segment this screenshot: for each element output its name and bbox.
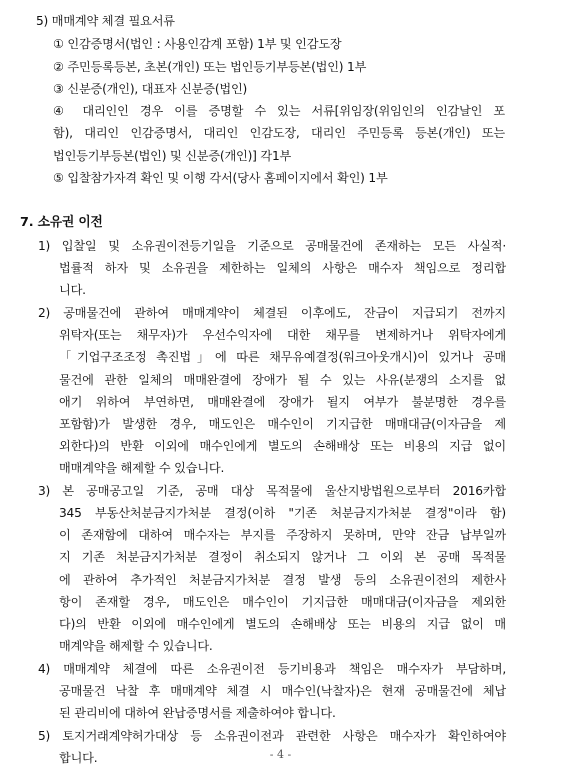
p4-line-1: 4) 매매계약 체결에 따른 소유권이전 등기비용과 책임은 매수자가 부담하며, — [38, 662, 506, 676]
s5-item-1: ① 인감증명서(법인 : 사용인감계 포함) 1부 및 인감도장 — [53, 37, 342, 51]
p2-line-8: 매매계약을 해제할 수 있습니다. — [59, 461, 225, 475]
page-number: - 4 - — [269, 748, 292, 761]
p2-line-7: 외한다)의 반환 이외에 매수인에게 별도의 손해배상 또는 비용의 지급 없이 — [59, 439, 506, 453]
p1-line-3: 니다. — [59, 283, 86, 297]
p3-line-7: 다)의 반환 이외에 매수인에게 별도의 손해배상 또는 비용의 지급 없이 매 — [59, 617, 506, 631]
p3-line-5: 에 관하여 추가적인 처분금지가처분 결정 발생 등의 소유권이전의 제한사 — [59, 573, 506, 587]
p2-line-6: 포함함)가 발생한 경우, 매도인은 매수인이 기지급한 매매대금(이자금을 제 — [59, 417, 506, 431]
p2-line-1: 2) 공매물건에 관하여 매매계약이 체결된 이후에도, 잔금이 지급되기 전까지 — [38, 306, 506, 320]
p2-line-5: 애기 위하여 부연하면, 매매완결에 장애가 될지 여부가 불분명한 경우를 — [59, 395, 506, 409]
p3-line-6: 항이 존재할 경우, 매도인은 매수인이 기지급한 매매대금(이자금을 제외한 — [59, 595, 506, 609]
p2-line-2: 위탁자(또는 채무자)가 우선수익자에 대한 채무를 변제하거나 위탁자에게 — [59, 328, 506, 342]
p5-line-2: 합니다. — [59, 751, 98, 765]
p2-line-4: 물건에 관한 일체의 매매완결에 장애가 될 수 있는 사유(분쟁의 소지를 없 — [59, 373, 506, 387]
p3-line-4: 지 기존 처분금지가처분 결정이 취소되지 않거나 그 이외 본 공매 목적물 — [59, 550, 506, 564]
s5-item-4-line-3: 법인등기부등본(법인) 및 신분증(개인)] 각1부 — [53, 149, 292, 163]
p1-line-1: 1) 입찰일 및 소유권이전등기일을 기준으로 공매물건에 존재하는 모든 사실적· — [38, 239, 506, 253]
p4-line-3: 된 관리비에 대하여 완납증명서를 제출하여야 합니다. — [59, 706, 336, 720]
p3-line-8: 매계약을 해제할 수 있습니다. — [59, 639, 213, 653]
p5-line-1: 5) 토지거래계약허가대상 등 소유권이전과 관련한 사항은 매수자가 확인하여야 — [38, 729, 506, 743]
section-7-title: 7. 소유권 이전 — [20, 215, 103, 230]
s5-item-3: ③ 신분증(개인), 대표자 신분증(법인) — [53, 82, 248, 96]
p3-line-3: 이 존재함에 대하여 매수자는 부지를 주장하지 못하며, 만약 잔금 납부일까 — [59, 528, 506, 542]
p3-line-2: 345 부동산처분금지가처분 결정(이하 "기존 처분금지가처분 결정"이라 함) — [59, 506, 506, 520]
p3-line-1: 3) 본 공매공고일 기준, 공매 대상 목적물에 울산지방법원으로부터 2016카합 — [38, 484, 506, 498]
s5-item-4-line-1: ④ 대리인인 경우 이를 증명할 수 있는 서류[위임장(위임인의 인감날인 포 — [53, 104, 505, 118]
s5-item-5: ⑤ 입찰참가자격 확인 및 이행 각서(당사 홈페이지에서 확인) 1부 — [53, 171, 388, 185]
s5-item-4-line-2: 함), 대리인 인감증명서, 대리인 인감도장, 대리인 주민등록 등본(개인) 또는 — [53, 126, 505, 140]
p2-line-3: 「기업구조조정 촉진법」에 따른 채무유예결정(워크아웃개시)이 있거나 공매 — [59, 350, 506, 364]
section-5-heading: 5) 매매계약 체결 필요서류 — [36, 14, 175, 28]
s5-item-2: ② 주민등록등본, 초본(개인) 또는 법인등기부등본(법인) 1부 — [53, 60, 367, 74]
p4-line-2: 공매물건 낙찰 후 매매계약 체결 시 매수인(낙찰자)은 현재 공매물건에 체납 — [59, 684, 506, 698]
p1-line-2: 법률적 하자 및 소유권을 제한하는 일체의 사항은 매수자 책임으로 정리합 — [59, 261, 506, 275]
